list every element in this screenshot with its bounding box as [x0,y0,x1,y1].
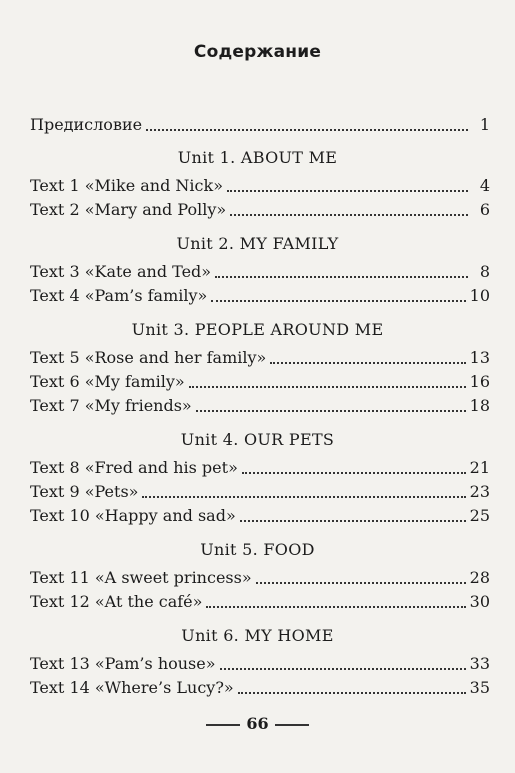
dot-leader [215,276,468,278]
toc-entry [30,198,490,222]
toc-entry [30,346,490,370]
toc-entry [30,394,490,418]
toc-entry [30,566,490,590]
toc-entry-preface [30,113,490,137]
toc-page-number: 10 [469,286,490,305]
folio-rule-right [275,724,309,726]
unit-heading: Unit 5. FOOD [200,540,315,559]
toc-entry-label: Text 11 «A sweet princess» [30,568,252,587]
dot-leader [270,362,465,364]
toc-page-number: 13 [469,348,490,367]
dot-leader [196,410,466,412]
toc-entry [30,174,490,198]
unit-text-list [30,260,490,308]
unit-heading: Unit 2. MY FAMILY [176,234,339,253]
toc-entry-label: Text 6 «My family» [30,372,185,391]
unit-heading: Unit 4. OUR PETS [180,430,335,449]
toc-entry-label: Text 7 «My friends» [30,396,192,415]
toc-page-number: 16 [469,372,490,391]
toc-page-number: 21 [469,458,490,477]
toc-entry [30,284,490,308]
unit-text-list [30,346,490,418]
toc-entry-label: Text 1 «Mike and Nick» [30,176,223,195]
toc-page-number: 30 [469,592,490,611]
toc-entry-label: Предисловие [30,115,143,134]
toc-page-number: 18 [469,396,490,415]
toc-entry [30,260,490,284]
dot-leader [256,582,466,584]
page-folio [0,714,515,733]
toc-page-number: 33 [469,654,490,673]
unit-heading: Unit 3. PEOPLE AROUND ME [131,320,384,339]
unit-heading: Unit 6. MY HOME [181,626,334,645]
toc-entry [30,480,490,504]
toc-entry-label: Text 9 «Pets» [30,482,139,501]
dot-leader [242,472,466,474]
toc-entry [30,504,490,528]
folio-number: 66 [246,714,269,733]
dot-leader [211,300,465,302]
toc-entry-label: Text 4 «Pam’s family» [30,286,208,305]
toc-page-number: 28 [469,568,490,587]
dot-leader [189,386,466,388]
toc-page-number: 25 [469,506,490,525]
toc-entry-label: Text 10 «Happy and sad» [30,506,236,525]
toc-entry [30,456,490,480]
toc-page-number: 4 [479,176,490,195]
folio-rule-left [206,724,240,726]
toc-entry-label: Text 12 «At the café» [30,592,203,611]
toc-page-number: 6 [479,200,490,219]
page-title: Содержание [193,42,322,62]
toc-entry [30,676,490,700]
dot-leader [146,129,468,131]
toc-entry [30,590,490,614]
toc-entry [30,370,490,394]
toc-entry-label: Text 3 «Kate and Ted» [30,262,212,281]
unit-text-list [30,456,490,528]
toc-entry-label: Text 8 «Fred and his pet» [30,458,238,477]
dot-leader [142,496,465,498]
unit-text-list [30,566,490,614]
unit-heading: Unit 1. ABOUT ME [177,148,338,167]
toc-page-number: 35 [469,678,490,697]
toc-page-number: 1 [479,115,490,134]
dot-leader [220,668,466,670]
dot-leader [230,214,468,216]
dot-leader [240,520,466,522]
toc-entry-label: Text 2 «Mary and Polly» [30,200,227,219]
toc-entry [30,652,490,676]
toc-page-number: 23 [469,482,490,501]
unit-text-list [30,652,490,700]
toc-entry-label: Text 13 «Pam’s house» [30,654,216,673]
dot-leader [206,606,465,608]
dot-leader [238,692,466,694]
toc-entry-label: Text 5 «Rose and her family» [30,348,267,367]
unit-text-list [30,174,490,222]
dot-leader [227,190,468,192]
toc-page-number: 8 [479,262,490,281]
toc-entry-label: Text 14 «Where’s Lucy?» [30,678,234,697]
